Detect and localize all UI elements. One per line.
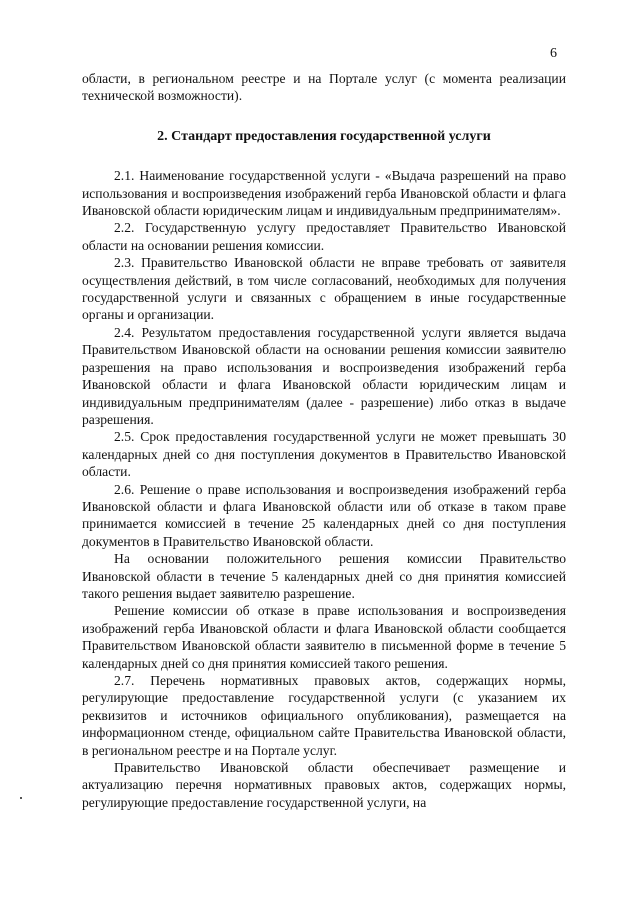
paragraph-2-2: 2.2. Государственную услугу предоставляет Правительство Ивановской области на основании решения комиссии. [82,220,566,253]
paragraph-publication: Правительство Ивановской области обеспечивает размещение и актуализацию перечня нормативных правовых актов, содержащих нормы, регулирующие предоставление государственной услуги, на [82,760,566,810]
page-number: 6 [550,46,557,61]
paragraph-2-1: 2.1. Наименование государственной услуги - «Выдача разрешений на право использования и воспроизведения изображений герба Ивановской области и флага Ивановской области юридическим лицам и индивидуальным предпринимателям». [82,168,566,219]
document-body [82,70,566,811]
scan-speck [20,797,22,799]
paragraph-positive-decision: На основании положительного решения комиссии Правительство Ивановской области в течение 5 календарных дней со дня принятия комиссией такого решения выдает заявителю разрешение. [82,551,566,601]
section-title: 2. Стандарт предоставления государственной услуги [157,128,491,144]
paragraph-2-6: 2.6. Решение о праве использования и воспроизведения изображений герба Ивановской области и флага Ивановской области или об отказе в таком праве принимается комиссией в течение 25 календарных дней со дня поступления документов в Правительство Ивановской области. [82,481,566,549]
intro-paragraph: области, в региональном реестре и на Портале услуг (с момента реализации технической возможности). [82,71,566,104]
paragraph-refusal-decision: Решение комиссии об отказе в праве использования и воспроизведения изображений герба Ивановской области и флага Ивановской области сообщается Правительством Ивановской области заявителю в письменной форме в течение 5 календарных дней со дня принятия комиссией такого решения. [82,603,566,671]
paragraph-2-3: 2.3. Правительство Ивановской области не вправе требовать от заявителя осуществления действий, в том числе согласований, необходимых для получения государственной услуги и связанных с обращением в иные государственные органы и организации. [82,255,566,323]
paragraph-2-7: 2.7. Перечень нормативных правовых актов, содержащих нормы, регулирующие предоставление государственной услуги (с указанием их реквизитов и источников официального опубликования), размещается на информационном стенде, официальном сайте Правительства Ивановской области, в региональном реестре и на Портале услуг. [82,673,566,758]
paragraph-2-5: 2.5. Срок предоставления государственной услуги не может превышать 30 календарных дней со дня поступления документов в Правительство Ивановской области. [82,429,566,480]
paragraph-2-4: 2.4. Результатом предоставления государственной услуги является выдача Правительством Ивановской области на основании решения комиссии заявителю разрешения на право использования и воспроизведения изображений герба Ивановской области и флага Ивановской области юридическим лицам и индивидуальным предпринимателям (далее - разрешение) либо отказ в выдаче разрешения. [82,324,566,427]
